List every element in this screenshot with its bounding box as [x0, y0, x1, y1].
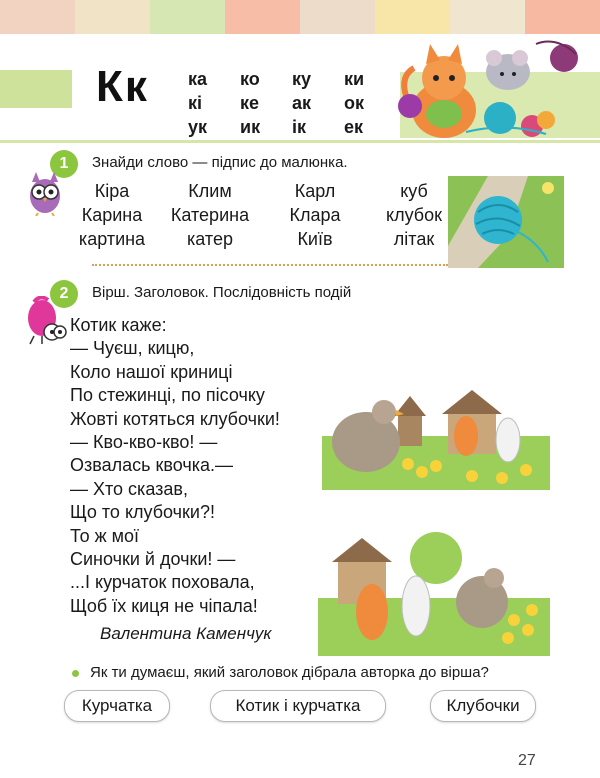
poem-line: Коло нашої криниці — [70, 361, 233, 382]
syllable: ік — [292, 117, 307, 137]
pink-bird-icon — [24, 296, 68, 346]
top-color-strip — [0, 0, 600, 34]
poem-line: Синочки й дочки! — — [70, 549, 236, 570]
syllable: ке — [240, 93, 260, 113]
question-text: Як ти думаєш, який заголовок дібрала авторка до вірша? — [90, 664, 489, 681]
syllable: кі — [188, 93, 203, 113]
poem-line: — Хто сказав, — [70, 478, 188, 499]
poem-line: То ж мої — [70, 525, 140, 546]
header-divider — [0, 140, 600, 143]
owl-icon — [26, 168, 64, 216]
poem — [70, 314, 280, 618]
poem-line: Що то клубочки?! — [70, 502, 215, 523]
syllable: ка — [188, 69, 208, 89]
bullet-icon — [72, 670, 79, 677]
syllable: ок — [344, 93, 365, 113]
hen-at-well-illustration — [322, 386, 550, 490]
task-title: Знайди слово — підпис до малюнка. — [92, 154, 348, 171]
header-band — [0, 70, 72, 108]
word: Кіра — [94, 181, 130, 201]
poem-line: Котик каже: — [70, 315, 167, 335]
syllable-table — [188, 68, 396, 138]
poem-line: Озвалась квочка.— — [70, 455, 234, 476]
poem-line: По стежинці, по пісочку — [70, 385, 265, 406]
option-button-klubochky[interactable]: Клубочки — [430, 690, 536, 722]
syllable: ек — [344, 117, 364, 137]
cat-with-yarn-illustration — [396, 36, 600, 140]
poem-line: Жовті котяться клубочки! — [70, 408, 280, 429]
syllable: ик — [240, 117, 261, 137]
poem-author: Валентина Каменчук — [100, 624, 272, 643]
word: клубок — [386, 205, 442, 225]
syllable: ак — [292, 93, 312, 113]
poem-line: ...І курчаток поховала, — [70, 572, 255, 593]
syllable: ки — [344, 69, 365, 89]
word: Карина — [81, 205, 143, 225]
word-grid — [64, 180, 458, 250]
word: літак — [393, 229, 435, 249]
word: Клим — [188, 181, 232, 201]
dotted-divider — [92, 264, 448, 266]
word: Карл — [294, 181, 336, 201]
syllable: ук — [188, 117, 208, 137]
letter-title: Кк — [96, 62, 149, 111]
task-number-badge: 2 — [50, 280, 78, 308]
option-button-kotyk-i-kurchatka[interactable]: Котик і курчатка — [210, 690, 386, 722]
word: Клара — [289, 205, 341, 225]
yarn-ball-picture — [448, 176, 564, 268]
option-button-kurchatka[interactable]: Курчатка — [64, 690, 170, 722]
page-number: 27 — [518, 752, 536, 769]
syllable: ку — [292, 69, 312, 89]
word: куб — [400, 181, 428, 201]
cats-and-hen-illustration — [318, 528, 550, 656]
poem-line: Щоб їх киця не чіпала! — [70, 595, 258, 616]
word: картина — [78, 229, 146, 249]
word: катер — [187, 229, 233, 249]
poem-line: — Чуєш, кицю, — [70, 338, 195, 359]
word: Катерина — [170, 205, 250, 225]
task-number-badge: 1 — [50, 150, 78, 178]
poem-line: — Кво-кво-кво! — — [70, 432, 218, 453]
task-title: Вірш. Заголовок. Послідовність подій — [92, 284, 352, 301]
syllable: ко — [240, 69, 260, 89]
word: Київ — [297, 229, 333, 249]
